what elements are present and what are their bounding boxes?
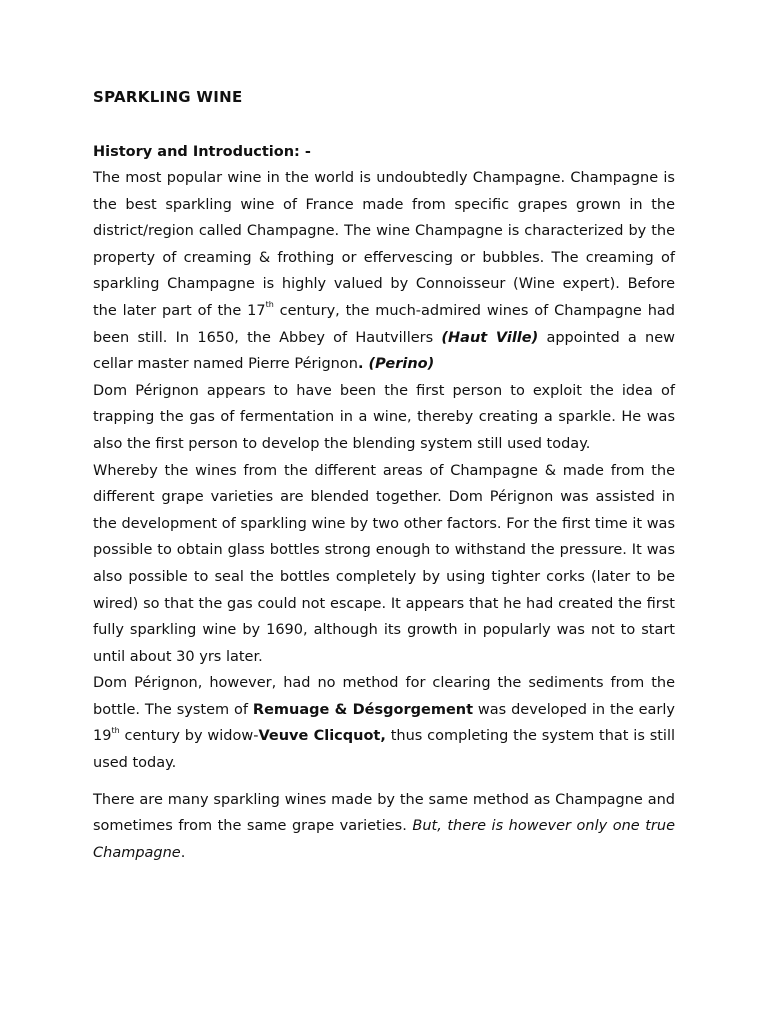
emphasis-text: (Perino) [363,356,435,373]
paragraph-text: There are many sparkling wines made by the same method as Champagne and sometimes from the same grape varieties. [93,791,675,835]
document-title: SPARKLING WINE [93,88,243,106]
paragraph-remuage [93,670,675,776]
emphasis-text: But, there is however only one true Champagne [93,818,675,861]
paragraph-text: Dom Pérignon, however, had no method for clearing the sediments from the bottle. The system of [93,675,675,718]
paragraph-history-intro [93,165,675,378]
paragraph-text: appointed a new cellar master named Pierre Pérignon [93,329,675,373]
emphasis-text: Remuage & Désgorgement [252,701,474,718]
section-heading: History and Introduction: - [93,144,311,160]
paragraph-text: thus completing the system that is still used today. [93,728,676,772]
paragraph-text: The most popular wine in the world is undoubtedly Champagne. Champagne is the best sparkling wine of France made from specific grapes grown in the district/region called Champagne. The wine Champagne is characterized by the property of creaming & frothing or effervescing or bubbles. The creaming of sparkling Champagne is highly valued by Connoisseur (Wine expert). Before the later part of the 17 [93,170,675,319]
paragraph-true-champagne [93,787,675,867]
document-page [93,84,675,866]
paragraph-perignon: Dom Pérignon appears to have been the first person to exploit the idea of trapping the gas of fermentation in a wine, thereby creating a sparkle. He was also the first person to develop the blending system still used today. [93,382,675,452]
paragraph-text: century, the much-admired wines of Champagne had been still. In 1650, the Abbey of Hautvillers [93,302,675,346]
emphasis-text: . [357,356,364,373]
superscript: th [265,300,274,310]
paragraph-text: . [180,844,186,861]
paragraph-text: was developed in the early 19 [93,701,675,745]
emphasis-text: Veuve Clicquot, [258,728,386,745]
paragraph-text: century by widow- [119,728,259,745]
superscript: th [111,725,120,735]
paragraph-blending: Whereby the wines from the different areas of Champagne & made from the different grape varieties are blended together. Dom Pérignon was assisted in the development of sparkling wine by two other factors. For the first time it was possible to obtain glass bottles strong enough to withstand the pressure. It was also possible to seal the bottles completely by using tighter corks (later to be wired) so that the gas could not escape. It appears that he had created the first fully sparkling wine by 1690, although its growth in popularly was not to start until about 30 yrs later. [93,462,675,665]
emphasis-text: (Haut Ville) [441,329,539,346]
